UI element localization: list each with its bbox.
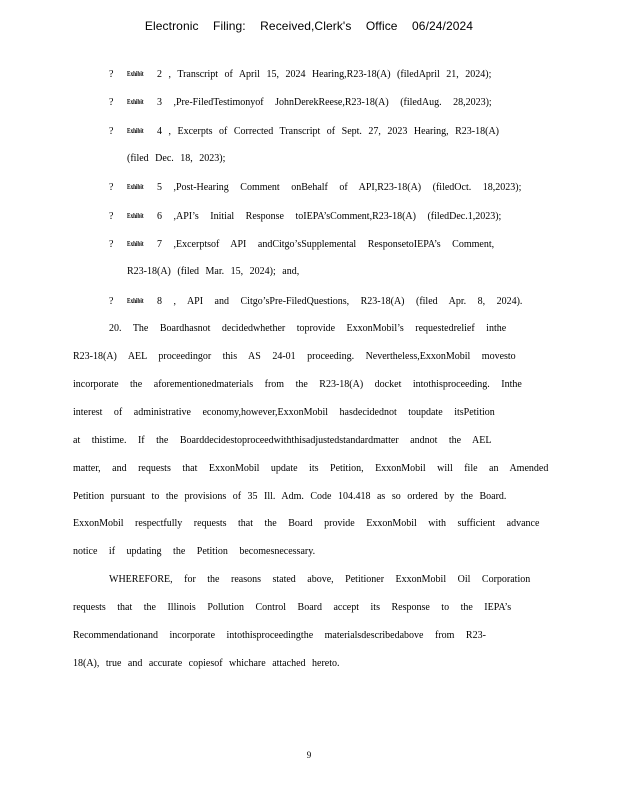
- paragraph-20-line: ExxonMobil respectfully requests that the Board provide ExxonMobil with sufficient advance: [73, 518, 540, 529]
- exhibit-label: Exhibit: [127, 212, 144, 220]
- exhibit-item-4: [109, 125, 499, 138]
- page-number: 9: [306, 750, 312, 760]
- exhibit-label: Exhibit: [127, 183, 144, 191]
- exhibit-label: Exhibit: [127, 98, 144, 106]
- exhibit-item-2: [109, 68, 491, 81]
- exhibit-text: 2 , Transcript of April 15, 2024 Hearing,R23-18(A) (filedApril 21, 2024);: [157, 69, 492, 80]
- exhibit-text-continued: R23-18(A) (filed Mar. 15, 2024); and,: [127, 266, 300, 277]
- exhibit-text-continued: (filed Dec. 18, 2023);: [127, 153, 226, 164]
- exhibit-label: Exhibit: [127, 297, 144, 305]
- wherefore-line: 18(A), true and accurate copiesof whichare attached hereto.: [73, 658, 340, 669]
- exhibit-item-5: [109, 181, 521, 194]
- exhibit-text: 6 ,API’s Initial Response toIEPA’sComment,R23-18(A) (filedDec.1,2023);: [157, 211, 502, 222]
- paragraph-20-line: interest of administrative economy,however,ExxonMobil hasdecidednot toupdate itsPetition: [73, 407, 495, 418]
- bullet-icon: ?: [109, 97, 114, 108]
- exhibit-text: 3 ,Pre-FiledTestimonyof JohnDerekReese,R23-18(A) (filedAug. 28,2023);: [157, 97, 492, 108]
- bullet-icon: ?: [109, 239, 114, 250]
- exhibit-label: Exhibit: [127, 70, 144, 78]
- paragraph-20-line: R23-18(A) AEL proceedingor this AS 24-01 proceeding. Nevertheless,ExxonMobil movesto: [73, 351, 516, 362]
- paragraph-20-line: at thistime. If the Boarddecidestoproceedwiththisadjustedstandardmatter andnot the AEL: [73, 435, 492, 446]
- exhibit-text: 4 , Excerpts of Corrected Transcript of Sept. 27, 2023 Hearing, R23-18(A): [157, 126, 499, 137]
- filing-stamp-header: Electronic Filing: Received,Clerk's Office 06/24/2024: [144, 19, 474, 33]
- bullet-icon: ?: [109, 69, 114, 80]
- paragraph-20-line: incorporate the aforementionedmaterials from the R23-18(A) docket intothisproceeding. Inthe: [73, 379, 522, 390]
- bullet-icon: ?: [109, 182, 114, 193]
- paragraph-20-line: Petition pursuant to the provisions of 35 Ill. Adm. Code 104.418 as so ordered by the Board.: [73, 491, 507, 502]
- exhibit-text: 5 ,Post-Hearing Comment onBehalf of API,R23-18(A) (filedOct. 18,2023);: [157, 182, 522, 193]
- exhibit-item-3: [109, 96, 492, 109]
- paragraph-20-line: 20. The Boardhasnot decidedwhether toprovide ExxonMobil’s requestedrelief inthe: [109, 323, 507, 334]
- wherefore-line: WHEREFORE, for the reasons stated above, Petitioner ExxonMobil Oil Corporation: [109, 574, 531, 585]
- exhibit-label: Exhibit: [127, 127, 144, 135]
- paragraph-20-line: matter, and requests that ExxonMobil update its Petition, ExxonMobil will file an Amended: [73, 463, 549, 474]
- wherefore-line: Recommendationand incorporate intothisproceedingthe materialsdescribedabove from R23-: [73, 630, 486, 641]
- exhibit-item-7: [109, 238, 494, 251]
- bullet-icon: ?: [109, 296, 114, 307]
- paragraph-20-line: notice if updating the Petition becomesnecessary.: [73, 546, 316, 557]
- bullet-icon: ?: [109, 211, 114, 222]
- wherefore-line: requests that the Illinois Pollution Control Board accept its Response to the IEPA’s: [73, 602, 512, 613]
- exhibit-item-8: [109, 295, 522, 308]
- exhibit-text: 8 , API and Citgo’sPre-FiledQuestions, R23-18(A) (filed Apr. 8, 2024).: [157, 296, 523, 307]
- bullet-icon: ?: [109, 126, 114, 137]
- exhibit-text: 7 ,Excerptsof API andCitgo’sSupplemental ResponsetoIEPA’s Comment,: [157, 239, 495, 250]
- exhibit-item-6: [109, 210, 501, 223]
- exhibit-label: Exhibit: [127, 240, 144, 248]
